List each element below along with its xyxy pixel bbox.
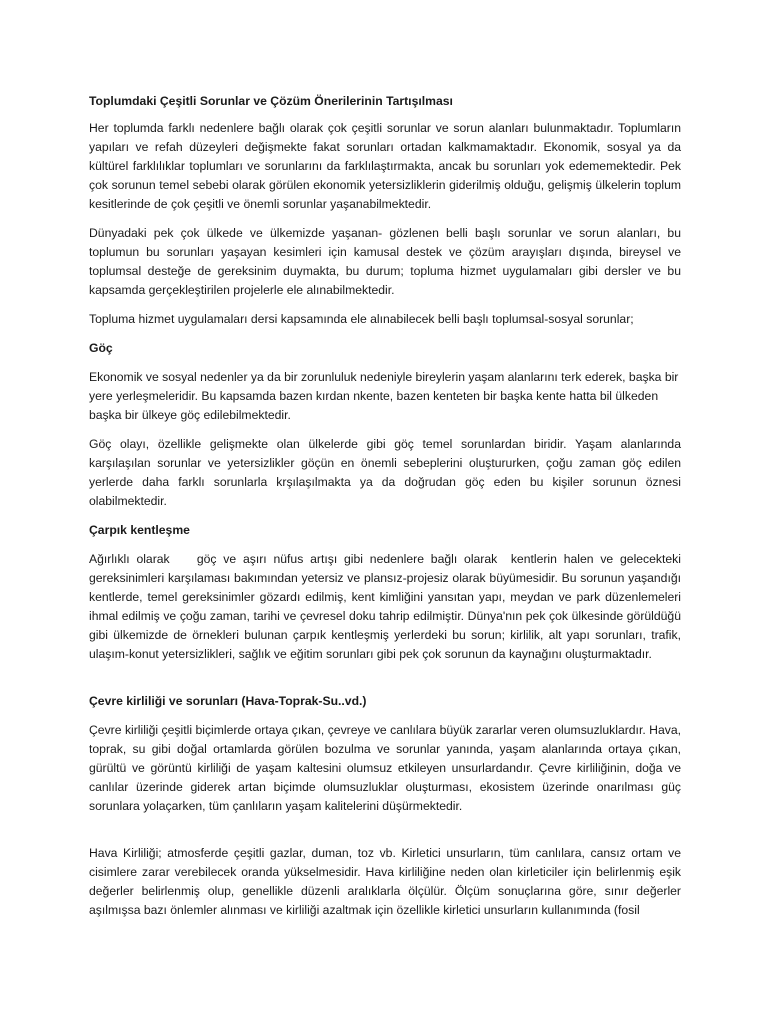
intro-paragraph-1: Her toplumda farklı nedenlere bağlı olarak çok çeşitli sorunlar ve sorun alanları bulunmaktadır. Toplumların yapıları ve refah düzeyleri değişmekte fakat sorunları ortadan kalkmamaktadır. Ekonomik, sosyal ya da kültürel farklılıklar toplumları ve sorunlarını da farklılaştırmakta, ancak bu sorunları yok edememektedir. Pek çok sorunun temel sebebi olarak görülen ekonomik yetersizliklerin giderilmiş olduğu, gelişmiş ülkelerin toplum kesitlerinde de çok çeşitli ve önemli sorunlar yaşanabilmektedir. <box>89 121 681 211</box>
hava-kirliligi-paragraph: Hava Kirliliği; atmosferde çeşitli gazlar, duman, toz vb. Kirletici unsurların, tüm canlılara, cansız ortam ve cisimlere zarar verebilecek oranda yükselmesidir. Hava kirliliğine neden olan kirleticiler için belirlenmiş eşik değerler belirlenmiş olup, genellikle düzenli aralıklarla ölçülür. Ölçüm sonuçlarına göre, sınır değerler aşılmışsa bazı önlemler alınması ve kirliliği azaltmak için özellikle kirletici unsurların kullanımında (fosil <box>89 846 681 917</box>
section-heading-cevre-kirliligi: Çevre kirliliği ve sorunları (Hava-Toprak-Su..vd.) <box>89 694 367 708</box>
intro-paragraph-3: Topluma hizmet uygulamaları dersi kapsamında ele alınabilecek belli başlı toplumsal-sosyal sorunlar; <box>89 312 634 326</box>
carpik-kentlesme-paragraph: Ağırlıklı olarak göç ve aşırı nüfus artışı gibi nedenlere bağlı olarak kentlerin halen ve gelecekteki gereksinimleri karşılaması bakımından yetersiz ve plansız-projesiz olarak büyümesidir. Bu sorunun yaşandığı kentlerde, temel gereksinimler gözardı edilmiş, kent kimliğini yansıtan yapı, meydan ve park düzenlemeleri ihmal edilmiş ve çoğu zaman, tarihi ve çevresel doku tahrip edilmiştir. Dünya'nın pek çok ülkesinde görüldüğü gibi ülkemizde de örnekleri bulunan çarpık kentleşmiş yerlerdeki bu sorun; kirlilik, alt yapı sorunları, trafik, ulaşım-konut yetersizlikleri, sağlık ve eğitim sorunları gibi pek çok sorunun da kaynağını oluşturmaktadır. <box>89 552 685 661</box>
cevre-kirliligi-paragraph: Çevre kirliliği çeşitli biçimlerde ortaya çıkan, çevreye ve canlılara büyük zararlar veren olumsuzluklardır. Hava, toprak, su gibi doğal ortamlarda görülen bozulma ve sorunlar yanında, yaşam alanlarında ortaya çıkan, gürültü ve görüntü kirliliği de yaşam kaltesini olumsuz etkileyen unsurlardandır. Çevre kirliliğinin, doğa ve canlılar üzerinde giderek artan biçimde olumsuzluklar oluşturması, ekosistem üzerinde onarılması güç sorunlara yolaçarken, tüm çanlıların yaşam kalitelerini düşürmektedir. <box>89 723 681 813</box>
goc-paragraph-1: Ekonomik ve sosyal nedenler ya da bir zorunluluk nedeniyle bireylerin yaşam alanlarını terk ederek, başka bir yere yerleşmeleridir. Bu kapsamda bazen kırdan nkente, bazen kenteten bir başka kente hatta bil ülkeden başka bir ülkeye göç edilebilmektedir. <box>89 370 679 422</box>
intro-paragraph-2: Dünyadaki pek çok ülkede ve ülkemizde yaşanan- gözlenen belli başlı sorunlar ve sorun alanları, bu toplumun bu sorunları yaşayan kesimleri için kamusal destek ve çözüm arayışları dışında, bireysel ve toplumsal desteğe de gereksinim duymakta, bu durum; topluma hizmet uygulamaları gibi dersler ve bu kapsamda gerçekleştirilen projelerle ele alınabilmektedir. <box>89 226 681 297</box>
document-body <box>89 92 685 930</box>
goc-paragraph-2: Göç olayı, özellikle gelişmekte olan ülkelerde gibi göç temel sorunlardan biridir. Yaşam alanlarında karşılaşılan sorunlar ve yetersizlikler göçün en önemli sebeplerini oluştururken, çoğu zaman göç edilen yerlerde daha farklı sorunlarla krşılaşılmakta ya da doğrudan göç eden bu kişiler sorunun öznesi olabilmektedir. <box>89 437 681 508</box>
section-heading-carpik-kentlesme: Çarpık kentleşme <box>89 523 190 537</box>
section-heading-goc: Göç <box>89 341 113 355</box>
document-title: Toplumdaki Çeşitli Sorunlar ve Çözüm Önerilerinin Tartışılması <box>89 94 453 108</box>
